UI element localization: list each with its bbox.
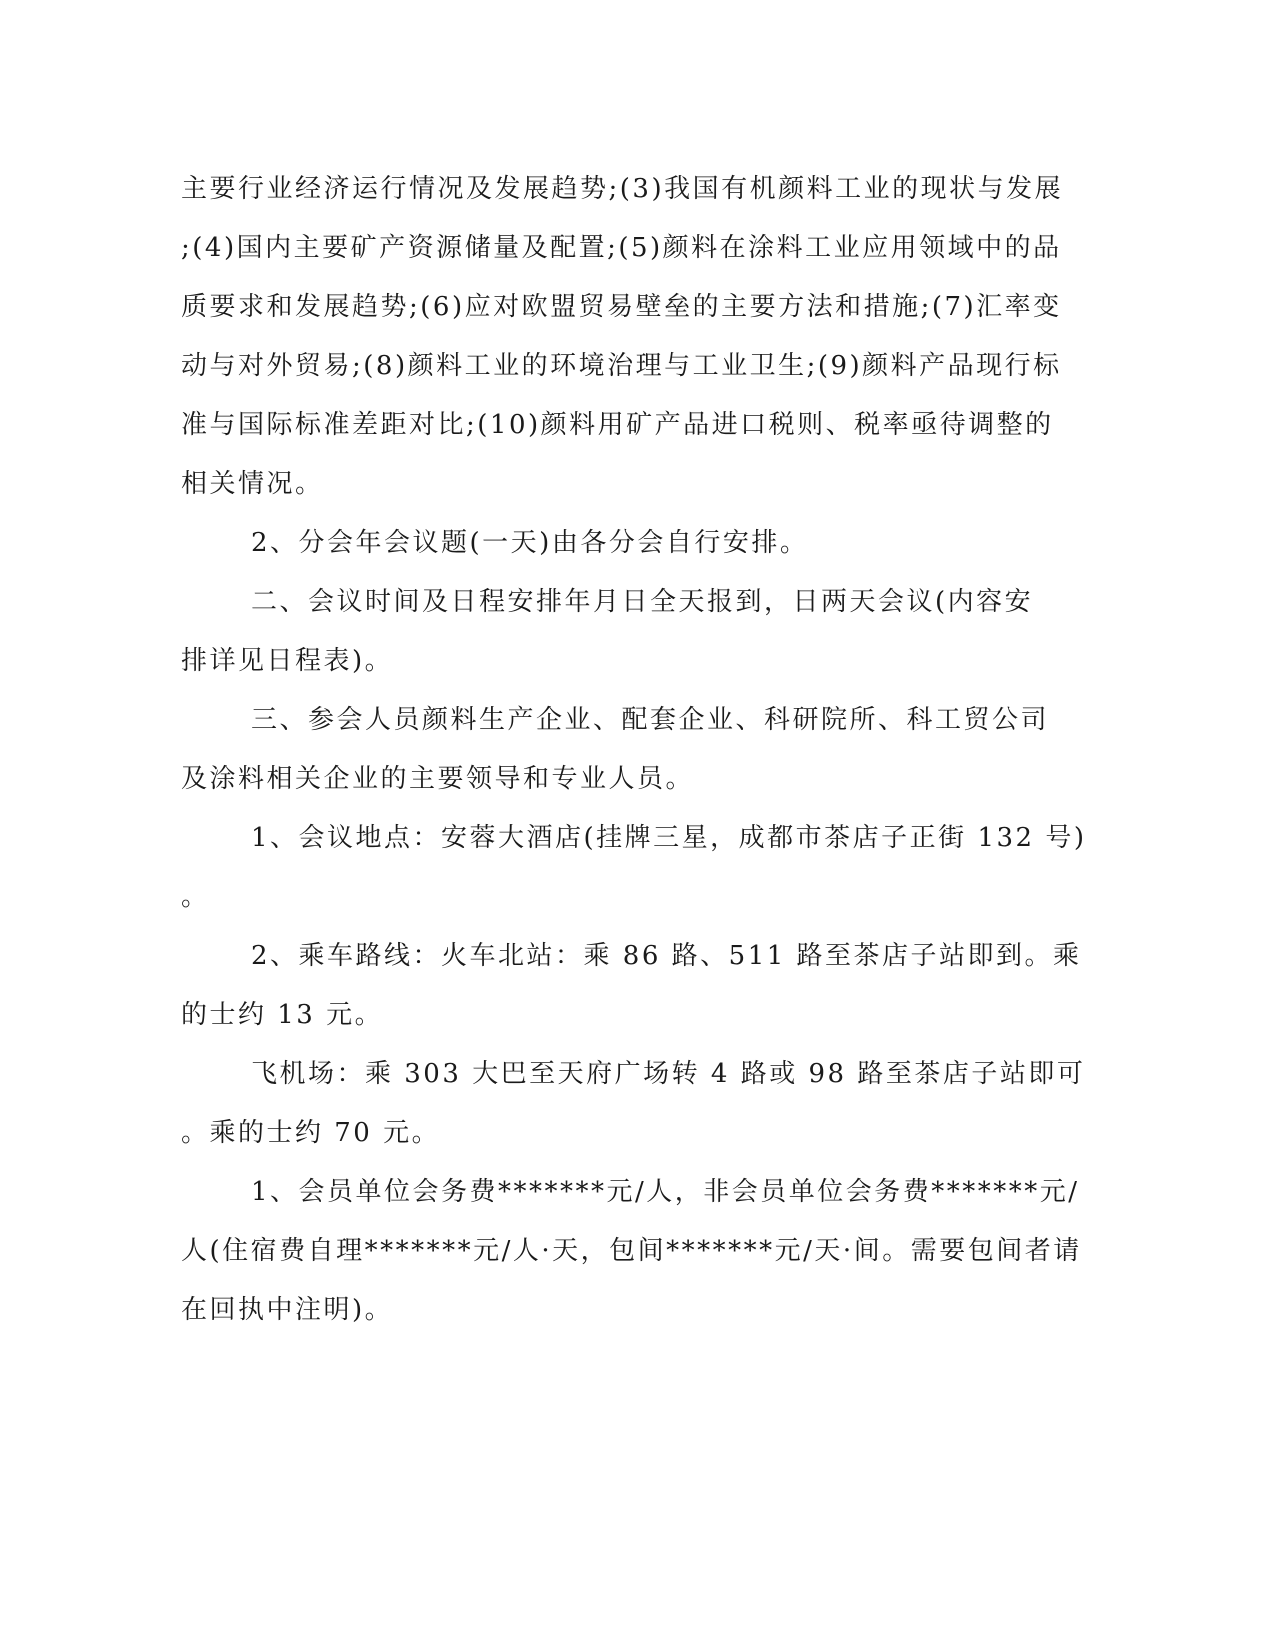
- text-line: 质要求和发展趋势;(6)应对欧盟贸易壁垒的主要方法和措施;(7)汇率变: [181, 292, 1062, 322]
- document-body: [181, 160, 1087, 1340]
- text-line: 相关情况。: [181, 469, 324, 499]
- text-line: 。乘的士约 70 元。: [181, 1118, 441, 1148]
- text-line: 人(住宿费自理*******元/人·天，包间*******元/天·间。需要包间者请: [181, 1236, 1082, 1266]
- text-line: 准与国际标准差距对比;(10)颜料用矿产品进口税则、税率亟待调整的: [181, 410, 1054, 440]
- text-line: 飞机场：乘 303 大巴至天府广场转 4 路或 98 路至茶店子站即可: [251, 1059, 1086, 1089]
- text-line: 2、分会年会议题(一天)由各分会自行安排。: [251, 528, 809, 558]
- text-line: 的士约 13 元。: [181, 1000, 384, 1030]
- text-line: 1、会议地点：安蓉大酒店(挂牌三星，成都市茶店子正街 132 号): [251, 823, 1087, 853]
- text-line: 。: [181, 882, 210, 912]
- text-line: 排详见日程表)。: [181, 646, 394, 676]
- text-line: 动与对外贸易;(8)颜料工业的环境治理与工业卫生;(9)颜料产品现行标: [181, 351, 1062, 381]
- text-line: ;(4)国内主要矿产资源储量及配置;(5)颜料在涂料工业应用领域中的品: [181, 233, 1062, 263]
- text-line: 2、乘车路线：火车北站：乘 86 路、511 路至茶店子站即到。乘: [251, 941, 1082, 971]
- text-line: 三、参会人员颜料生产企业、配套企业、科研院所、科工贸公司: [251, 705, 1050, 735]
- text-line: 二、会议时间及日程安排年月日全天报到，日两天会议(内容安: [251, 587, 1034, 617]
- text-line: 在回执中注明)。: [181, 1295, 394, 1325]
- text-line: 主要行业经济运行情况及发展趋势;(3)我国有机颜料工业的现状与发展: [181, 174, 1064, 204]
- text-line: 1、会员单位会务费*******元/人，非会员单位会务费*******元/: [251, 1177, 1080, 1207]
- text-line: 及涂料相关企业的主要领导和专业人员。: [181, 764, 695, 794]
